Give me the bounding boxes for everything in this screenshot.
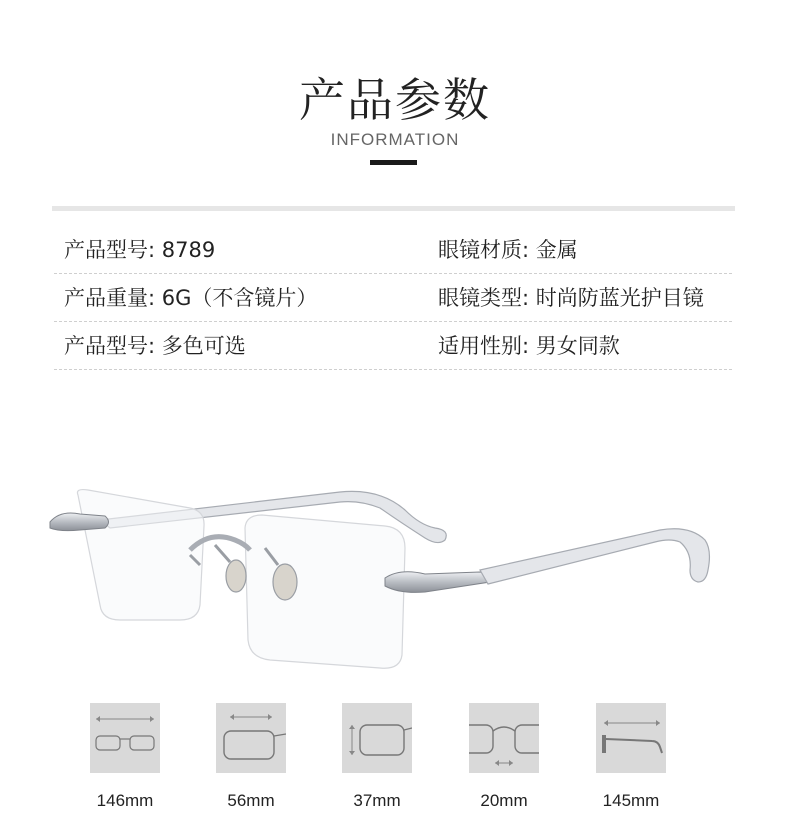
spec-label: 眼镜类型: <box>438 286 530 310</box>
spec-value: 多色可选 <box>161 334 246 358</box>
spec-value: 6G（不含镜片） <box>161 286 318 310</box>
spec-row <box>54 226 732 274</box>
spec-label: 眼镜材质: <box>438 238 530 262</box>
spec-cell <box>64 322 246 370</box>
dimension-list <box>0 703 790 813</box>
spec-cell <box>438 322 620 370</box>
bridge-width-icon <box>469 703 539 773</box>
spec-cell <box>438 274 704 322</box>
spec-value: 8789 <box>161 238 216 262</box>
spec-cell <box>438 226 578 274</box>
dimension-value: 37mm <box>353 791 401 810</box>
spec-cell <box>64 226 215 274</box>
rimless-glasses-icon <box>40 470 760 690</box>
spec-row <box>54 322 732 370</box>
page-subtitle: INFORMATION <box>330 130 460 149</box>
spec-table <box>54 226 732 370</box>
lens-width-icon <box>216 703 286 773</box>
lens-height-icon <box>342 703 412 773</box>
total-width-icon <box>90 703 160 773</box>
title-underline <box>370 160 417 165</box>
right-hinge <box>385 572 490 593</box>
dimension-value: 146mm <box>96 791 154 810</box>
dimension-value: 145mm <box>602 791 660 810</box>
temple-length-icon <box>596 703 666 773</box>
spec-cell <box>64 274 317 322</box>
page-title: 产品参数 <box>299 73 491 127</box>
spec-label: 产品重量: <box>64 286 156 310</box>
right-lens <box>245 515 405 668</box>
spec-value: 时尚防蓝光护目镜 <box>535 286 704 310</box>
spec-row <box>54 274 732 322</box>
left-lens <box>77 490 204 620</box>
nose-pad <box>226 560 246 592</box>
dimension-value: 20mm <box>480 791 528 810</box>
spec-value: 男女同款 <box>535 334 620 358</box>
dimension-value: 56mm <box>227 791 275 810</box>
left-hinge <box>50 513 109 531</box>
spec-value: 金属 <box>535 238 578 262</box>
near-temple <box>480 529 709 584</box>
spec-label: 适用性别: <box>438 334 530 358</box>
spec-label: 产品型号: <box>64 334 156 358</box>
nose-pad <box>273 564 297 600</box>
section-divider <box>52 206 735 211</box>
spec-label: 产品型号: <box>64 238 156 262</box>
